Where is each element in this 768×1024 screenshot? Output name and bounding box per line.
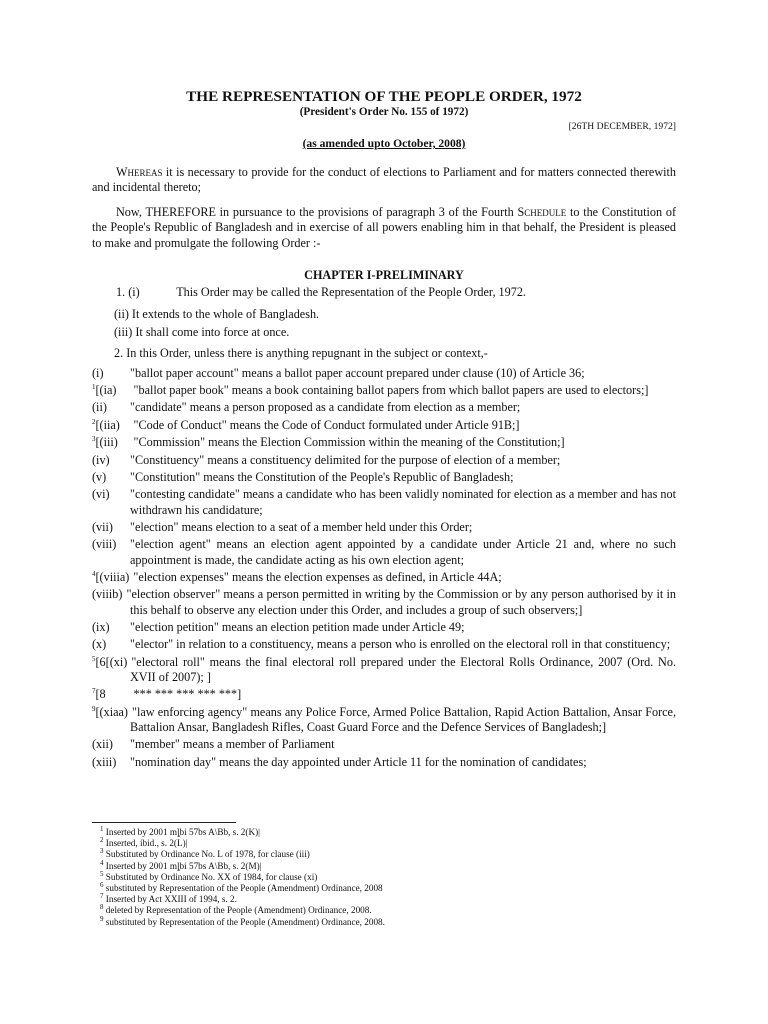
footnote-number: 2 bbox=[100, 836, 104, 845]
definition-item bbox=[92, 487, 676, 517]
definition-item bbox=[92, 520, 676, 535]
definition-item bbox=[92, 418, 676, 433]
section-2-intro: 2. In this Order, unless there is anything repugnant in the subject or context,- bbox=[114, 346, 488, 361]
footnote-item bbox=[100, 869, 660, 883]
section-1-iii: (iii) It shall come into force at once. bbox=[114, 324, 290, 339]
definition-label: [(xiaa) bbox=[95, 704, 128, 719]
footnote-item bbox=[100, 914, 660, 928]
definition-item bbox=[92, 655, 676, 685]
definition-text: "member" means a member of Parliament bbox=[130, 737, 335, 752]
definition-text: "nomination day" means the day appointed under Article 11 for the nomination of candidates; bbox=[130, 754, 587, 769]
definition-item bbox=[92, 383, 676, 398]
chapter-heading: CHAPTER I-PRELIMINARY bbox=[304, 268, 464, 283]
footnote-divider bbox=[92, 822, 236, 823]
definition-label: (v) bbox=[92, 470, 107, 484]
definition-text: "election expenses" means the election expenses as defined, in Article 44A; bbox=[133, 569, 502, 584]
definitions-list bbox=[92, 366, 676, 770]
preamble-now bbox=[92, 205, 676, 251]
document-date: [26TH DECEMBER, 1972] bbox=[568, 121, 676, 132]
footnote-item bbox=[100, 880, 660, 894]
definition-label: (i) bbox=[92, 365, 104, 380]
footnote-text: Substituted by Ordinance No. L of 1978, for clause (iii) bbox=[103, 849, 310, 860]
footnote-number: 6 bbox=[100, 880, 104, 889]
document-page bbox=[92, 0, 676, 770]
footnote-item bbox=[100, 849, 660, 860]
section-1-ii: (ii) It extends to the whole of Bangladesh. bbox=[114, 307, 320, 322]
amendment-note: (as amended upto October, 2008) bbox=[302, 137, 466, 150]
footnote-ref: 4 bbox=[92, 569, 96, 578]
footnote-text: Inserted, ibid., s. 2(L)| bbox=[103, 838, 188, 849]
footnote-number: 7 bbox=[100, 892, 104, 901]
footnote-item bbox=[100, 894, 660, 905]
definition-text: "election agent" means an election agent appointed by a candidate under Article 21 and, where no such appointment is made, the candidate acting as his own election agent; bbox=[130, 537, 676, 567]
footnote-text: Inserted by 2001 mȴbi 57bs A\Bb, s. 2(K)| bbox=[103, 827, 260, 837]
section-1-i bbox=[92, 285, 676, 300]
footnote-item bbox=[100, 905, 660, 916]
whereas-word: Whereas bbox=[116, 165, 163, 179]
schedule-word: Schedule bbox=[517, 204, 567, 219]
definition-item bbox=[92, 737, 676, 752]
definition-text: "ballot paper book" means a book containing ballot papers from which ballot papers are used to electors;] bbox=[133, 383, 649, 398]
footnote-number: 4 bbox=[100, 858, 104, 867]
footnote-item bbox=[100, 824, 660, 838]
definition-item bbox=[92, 587, 676, 617]
definition-label: [(ia) bbox=[95, 383, 117, 398]
definition-text: "ballot paper account" means a ballot paper account prepared under clause (10) of Article 36; bbox=[130, 365, 585, 380]
whereas-text: it is necessary to provide for the conduct of elections to Parliament and for matters connected therewith and incidental thereto; bbox=[92, 165, 676, 195]
definition-text: "election petition" means an election petition made under Article 49; bbox=[130, 619, 465, 634]
definition-label: [(iii) bbox=[95, 435, 118, 450]
definition-text: "contesting candidate" means a candidate who has been validly nominated for election as a member and has not withdrawn his candidature; bbox=[130, 487, 676, 517]
definition-item bbox=[92, 470, 676, 485]
preamble-whereas bbox=[92, 165, 676, 196]
definition-label: (viii) bbox=[92, 537, 117, 552]
definition-item bbox=[92, 620, 676, 635]
footnote-number: 9 bbox=[100, 914, 104, 923]
section-1-num: 1. bbox=[116, 285, 126, 300]
definition-text: "electoral roll" means the final electoral roll prepared under the Electoral Rolls Ordinance, 2007 (Ord. No. XVII of 2007); ] bbox=[130, 654, 676, 684]
footnote-text: deleted by Representation of the People (Amendment) Ordinance, 2008. bbox=[103, 905, 372, 916]
definition-item bbox=[92, 366, 676, 381]
definition-item bbox=[92, 637, 676, 652]
footnote-number: 3 bbox=[100, 847, 104, 856]
definition-text: "Constitution" means the Constitution of the People's Republic of Bangladesh; bbox=[130, 470, 514, 484]
document-title: THE REPRESENTATION OF THE PEOPLE ORDER, 1972 bbox=[186, 88, 582, 105]
definition-label: (vii) bbox=[92, 519, 113, 534]
now-text-2: to the Constitution of the People's Republic of Bangladesh and in exercise of all powers enabling him in that behalf, the President is pleased to make and promulgate the following Order :- bbox=[92, 204, 677, 250]
definition-text: "elector" in relation to a constituency, means a person who is enrolled on the electoral roll in that constituency; bbox=[130, 637, 671, 652]
definition-item bbox=[92, 570, 676, 585]
footnote-number: 8 bbox=[100, 903, 104, 912]
footnote-ref: 3 bbox=[92, 435, 96, 444]
footnote-number: 1 bbox=[100, 824, 104, 833]
footnote-text: Substituted by Ordinance No. XX of 1984, for clause (xi) bbox=[103, 871, 318, 882]
definition-item bbox=[92, 435, 676, 450]
definition-label: (ii) bbox=[92, 400, 107, 415]
definition-label: (x) bbox=[92, 637, 107, 652]
definition-label: (vi) bbox=[92, 487, 110, 502]
definition-label: (xiii) bbox=[92, 754, 117, 769]
definition-item bbox=[92, 705, 676, 735]
definition-text: "Code of Conduct" means the Code of Conduct formulated under Article 91B;] bbox=[133, 417, 520, 432]
definition-label: (xii) bbox=[92, 737, 113, 752]
definition-label: (viiib) bbox=[92, 587, 123, 602]
definition-item bbox=[92, 400, 676, 415]
document-subtitle: (President's Order No. 155 of 1972) bbox=[299, 106, 469, 118]
now-text-1: Now, THEREFORE in pursuance to the provisions of paragraph 3 of the Fourth bbox=[116, 204, 518, 219]
footnote-ref: 1 bbox=[92, 382, 96, 391]
definition-label: (ix) bbox=[92, 619, 110, 634]
footnote-ref: 5 bbox=[92, 654, 96, 663]
footnote-item bbox=[100, 838, 660, 849]
section-1-i-label: (i) bbox=[128, 285, 140, 300]
definition-text: "Commission" means the Election Commission within the meaning of the Constitution;] bbox=[133, 435, 565, 450]
definition-label: [(viiia) bbox=[95, 569, 130, 584]
definition-text: "Constituency" means a constituency delimited for the purpose of election of a member; bbox=[130, 452, 561, 467]
definition-text: "candidate" means a person proposed as a candidate from election as a member; bbox=[130, 400, 521, 415]
footnote-text: substituted by Representation of the People (Amendment) Ordinance, 2008. bbox=[103, 916, 385, 927]
section-1-i-text: This Order may be called the Representation of the People Order, 1972. bbox=[176, 285, 526, 300]
footnote-text: Inserted by Act XXIII of 1994, s. 2. bbox=[103, 894, 237, 905]
footnotes bbox=[100, 824, 660, 928]
definition-text: "election" means election to a seat of a member held under this Order; bbox=[130, 519, 473, 534]
definition-item bbox=[92, 537, 676, 567]
definition-item bbox=[92, 687, 676, 702]
definition-label: [8 bbox=[95, 687, 106, 702]
footnote-item bbox=[100, 858, 660, 872]
definition-item bbox=[92, 755, 676, 770]
definition-text: "law enforcing agency" means any Police Force, Armed Police Battalion, Rapid Action Battalion, Ansar Force, Battalion Ansar, Bangladesh Rifles, Coast Guard Force and the Defence Services of Bangladesh;] bbox=[130, 704, 676, 734]
footnote-number: 5 bbox=[100, 869, 104, 878]
definition-text: "election observer" means a person permitted in writing by the Commission or by any person authorised by it in this behalf to observe any election under this Order, and includes a group of such observers;] bbox=[126, 587, 676, 617]
footnote-text: Inserted by 2001 mȴbi 57bs A\Bb, s. 2(M)| bbox=[103, 860, 262, 871]
footnote-ref: 9 bbox=[92, 704, 96, 713]
definition-label: [6[(xi) bbox=[95, 654, 128, 669]
definition-text: *** *** *** *** ***] bbox=[133, 687, 242, 702]
footnote-text: substituted by Representation of the People (Amendment) Ordinance, 2008 bbox=[103, 883, 383, 894]
footnote-ref: 2 bbox=[92, 417, 96, 426]
definition-label: [(iia) bbox=[95, 417, 120, 432]
footnote-ref: 7 bbox=[92, 687, 96, 696]
definition-label: (iv) bbox=[92, 452, 110, 467]
definition-item bbox=[92, 453, 676, 468]
